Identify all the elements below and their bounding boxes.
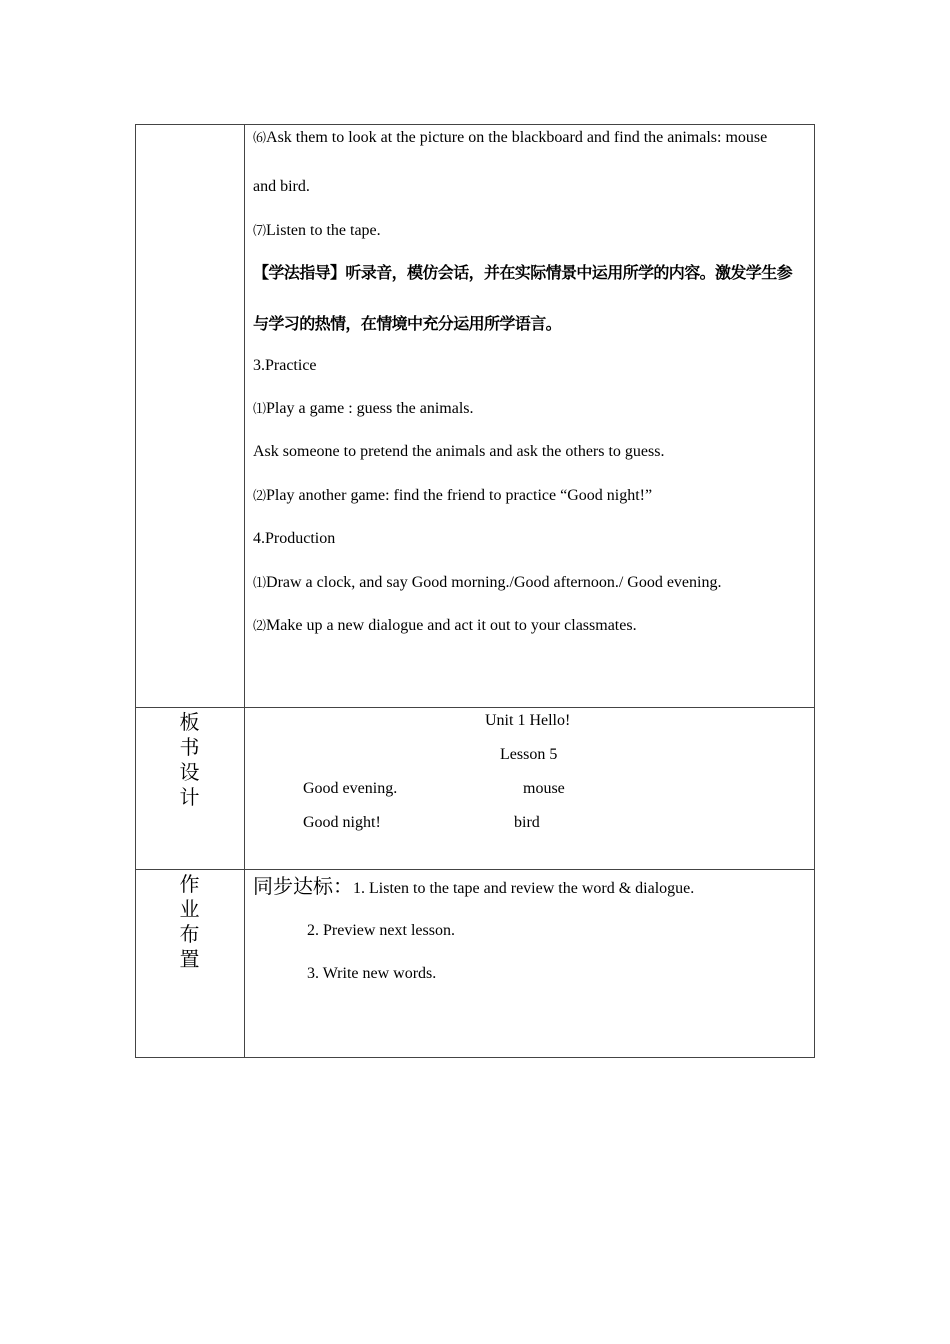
- table-border-bottom: [135, 1057, 815, 1058]
- step6-line1: [253, 128, 767, 148]
- production-2-number: ⑵: [253, 618, 267, 633]
- lesson-plan-table: [135, 124, 815, 1058]
- column-divider: [244, 124, 245, 1058]
- practice-item-1-detail: Ask someone to pretend the animals and ask the others to guess.: [253, 443, 665, 460]
- homework-label: [135, 872, 244, 972]
- homework-heading: 同步达标：: [253, 874, 353, 898]
- row-divider-board: [135, 707, 815, 708]
- table-border-right: [814, 124, 815, 1058]
- homework-label-char: 置: [179, 947, 200, 971]
- practice-2-text: Play another game: find the friend to practice “Good night!”: [266, 487, 653, 504]
- board-label-char: 板: [179, 710, 200, 734]
- homework-label-char: 布: [179, 922, 200, 946]
- row-divider-homework: [135, 869, 815, 870]
- homework-item-2: 2. Preview next lesson.: [307, 922, 455, 939]
- board-title: Unit 1 Hello!: [485, 712, 571, 729]
- board-row2-left: Good night!: [303, 814, 381, 831]
- step7-number: ⑺: [253, 223, 267, 238]
- production-1-text: Draw a clock, and say Good morning./Good afternoon./ Good evening.: [266, 574, 722, 591]
- homework-item-3: 3. Write new words.: [307, 965, 437, 982]
- step6-number: ⑹: [253, 130, 267, 145]
- board-row1-right: mouse: [523, 780, 565, 797]
- board-row2-right: bird: [514, 814, 540, 831]
- homework-label-char: 业: [179, 897, 200, 921]
- step6-text: Ask them to look at the picture on the blackboard and find the animals: mouse: [266, 129, 768, 146]
- step7-line: [253, 221, 381, 241]
- board-design-label: [135, 710, 244, 810]
- practice-1-number: ⑴: [253, 401, 267, 416]
- homework-first-line: [253, 873, 694, 902]
- board-label-char: 设: [179, 760, 200, 784]
- study-guide-line2: 与学习的热情，在情境中充分运用所学语言。: [253, 314, 562, 333]
- production-2-text: Make up a new dialogue and act it out to your classmates.: [266, 617, 637, 634]
- practice-2-number: ⑵: [253, 488, 267, 503]
- board-label-char: 书: [179, 735, 200, 759]
- study-guide-line1: 【学法指导】听录音，模仿会话，并在实际情景中运用所学的内容。激发学生参: [253, 263, 793, 282]
- production-item-1: [253, 573, 721, 593]
- board-row1-left: Good evening.: [303, 780, 398, 797]
- homework-label-char: 作: [179, 872, 200, 896]
- homework-item-1: 1. Listen to the tape and review the word & dialogue.: [353, 880, 695, 897]
- production-1-number: ⑴: [253, 575, 267, 590]
- step6-line2: and bird.: [253, 178, 310, 195]
- board-label-char: 计: [179, 785, 200, 809]
- practice-heading: 3.Practice: [253, 357, 317, 374]
- board-lesson: Lesson 5: [500, 746, 558, 763]
- table-border-top: [135, 124, 815, 125]
- practice-item-1: [253, 399, 474, 419]
- practice-item-2: [253, 486, 652, 506]
- production-item-2: [253, 616, 637, 636]
- step7-text: Listen to the tape.: [266, 222, 381, 239]
- production-heading: 4.Production: [253, 530, 336, 547]
- practice-1-text: Play a game : guess the animals.: [266, 400, 474, 417]
